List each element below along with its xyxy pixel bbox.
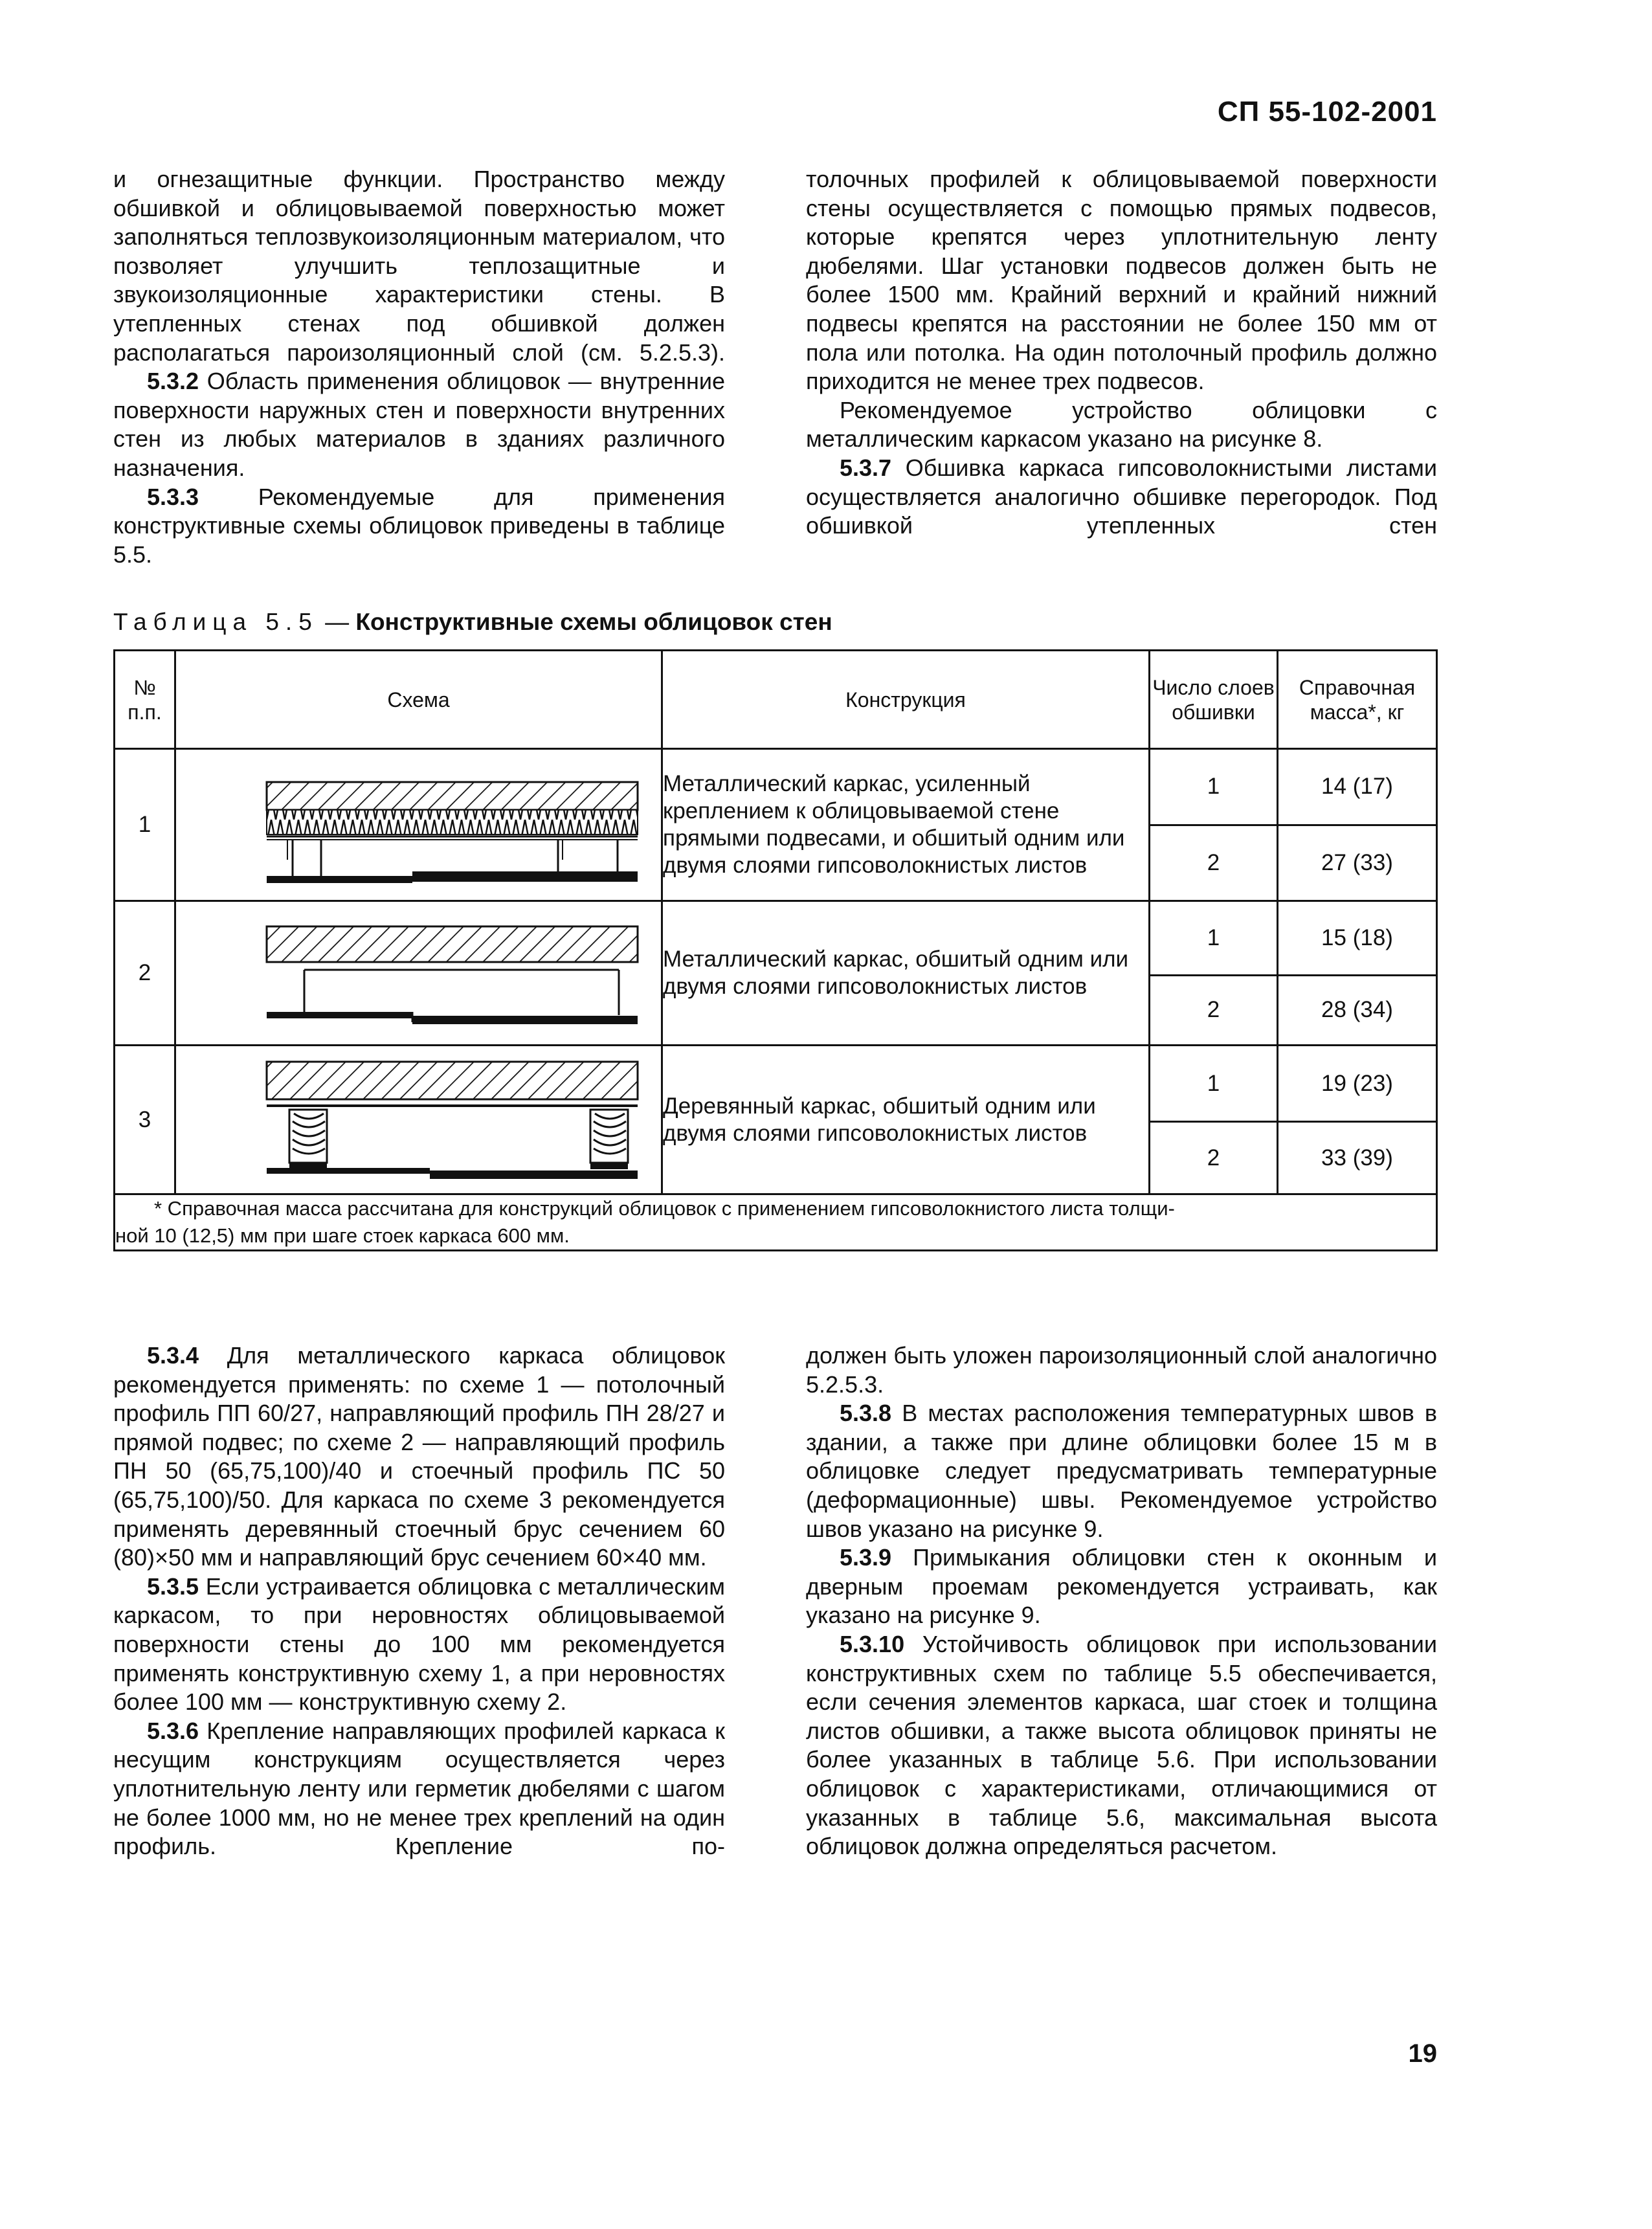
layers-count: 1: [1150, 901, 1278, 976]
reference-mass: 27 (33): [1278, 825, 1437, 901]
clause-5-3-8: 5.3.8 В местах расположения температурных швов в здании, а также при длине облицовки более 15 м в облицовке следует предусматривать температурные (деформационные) швы. Рекомендуемое устройство швов указано на рисунке 9.: [806, 1400, 1437, 1542]
document-code: СП 55-102-2001: [1217, 96, 1437, 128]
construction-description: Металлический каркас, обшитый одним или двумя слоями гипсоволокнистых листов: [662, 901, 1150, 1046]
page-number: 19: [1408, 2039, 1437, 2068]
text-column-top-right: [806, 165, 1437, 541]
reference-mass: 33 (39): [1278, 1122, 1437, 1194]
table-row: [115, 749, 1437, 825]
cladding-schemes-table: [113, 649, 1438, 1251]
reference-mass: 19 (23): [1278, 1046, 1437, 1122]
clause-5-3-7: 5.3.7 Обшивка каркаса гипсоволокнистыми листами осуществляется аналогично обшивке перегородок. Под обшивкой утепленных стен: [806, 454, 1437, 539]
reference-mass: 28 (34): [1278, 975, 1437, 1045]
scheme-3-drawing: [175, 1046, 662, 1194]
scheme-2-drawing: [175, 901, 662, 1046]
row-number: 2: [115, 901, 175, 1046]
scheme-3-diagram: [176, 1047, 663, 1193]
table-row: [115, 1046, 1437, 1122]
construction-description: Деревянный каркас, обшитый одним или двумя слоями гипсоволокнистых листов: [662, 1046, 1150, 1194]
row-number: 3: [115, 1046, 175, 1194]
paragraph: должен быть уложен пароизоляционный слой аналогично 5.2.5.3.: [806, 1342, 1437, 1398]
header-mass: Справочная масса*, кг: [1278, 651, 1437, 749]
clause-5-3-3: 5.3.3 Рекомендуемые для применения конструктивные схемы облицовок приведены в таблице 5.5.: [113, 483, 725, 568]
header-construction: Конструкция: [662, 651, 1150, 749]
clause-5-3-4: 5.3.4 Для металлического каркаса облицовок рекомендуется применять: по схеме 1 — потолочный профиль ПП 60/27, направляющий профиль ПН 28/27 и прямой подвес; по схеме 2 — направляющий профиль ПН 50 (65,75,100)/40 и стоечный профиль ПС 50 (65,75,100)/50. Для каркаса по схеме 3 рекомендуется применять деревянный стоечный брус сечением 60 (80)×50 мм и направляющий брус сечением 60×40 мм.: [113, 1342, 725, 1571]
text-column-bottom-left: [113, 1341, 725, 1861]
construction-description: Металлический каркас, усиленный креплением к облицовываемой стене прямыми подвесами, и обшитый одним или двумя слоями гипсоволокнистых листов: [662, 749, 1150, 901]
clause-5-3-9: 5.3.9 Примыкания облицовки стен к оконным и дверным проемам рекомендуется устраивать, как указано на рисунке 9.: [806, 1544, 1437, 1629]
header-layers: Число слоев обшивки: [1150, 651, 1278, 749]
timber-stud-left: [289, 1110, 327, 1169]
layers-count: 2: [1150, 825, 1278, 901]
table-row: [115, 901, 1437, 976]
table-footnote: * Справочная масса рассчитана для конструкций облицовок с применением гипсоволокнистого листа толщи- ной 10 (12,5) мм при шаге стоек каркаса 600 мм.: [115, 1194, 1437, 1251]
clause-5-3-10: 5.3.10 Устойчивость облицовок при использовании конструктивных схем по таблице 5.5 обеспечивается, если сечения элементов каркаса, шаг стоек и толщина листов обшивки, а также высота облицовок приняты не более указанных в таблице 5.6. При использовании облицовок с характеристиками, отличающимися от указанных в таблице 5.6, максимальная высота облицовок должна определяться расчетом.: [806, 1630, 1437, 1860]
text-column-bottom-right: [806, 1341, 1437, 1861]
table-header-row: [115, 651, 1437, 749]
scheme-1-diagram: [176, 750, 663, 900]
paragraph: толочных профилей к облицовываемой поверхности стены осуществляется с помощью прямых подвесов, которые крепятся через уплотнительную ленту дюбелями. Шаг установки подвесов должен быть не более 1500 мм. Крайний верхний и крайний нижний подвесы крепятся на расстоянии не более 150 мм от пола или потолка. На один потолочный профиль должно приходится не менее трех подвесов.: [806, 166, 1437, 395]
header-scheme: Схема: [175, 651, 662, 749]
timber-stud-right: [590, 1110, 628, 1169]
table-footnote-row: [115, 1194, 1437, 1251]
table-title: Таблица 5.5 — Конструктивные схемы облицовок стен: [113, 609, 832, 635]
layers-count: 1: [1150, 1046, 1278, 1122]
scheme-2-diagram: [176, 902, 663, 1044]
reference-mass: 14 (17): [1278, 749, 1437, 825]
layers-count: 2: [1150, 975, 1278, 1045]
clause-5-3-5: 5.3.5 Если устраивается облицовка с металлическим каркасом, то при неровностях облицовываемой поверхности стены до 100 мм рекомендуется применять конструктивную схему 1, а при неровностях более 100 мм — конструктивную схему 2.: [113, 1573, 725, 1716]
clause-5-3-2: 5.3.2 Область применения облицовок — внутренние поверхности наружных стен и поверхности внутренних стен из любых материалов в зданиях различного назначения.: [113, 368, 725, 481]
paragraph: и огнезащитные функции. Пространство между обшивкой и облицовываемой поверхностью может заполняться теплозвукоизоляционным материалом, что позволяет улучшить теплозащитные и звукоизоляционные характеристики стены. В утепленных стенах под обшивкой должен располагаться пароизоляционный слой (см. 5.2.5.3).: [113, 166, 725, 366]
scheme-1-drawing: [175, 749, 662, 901]
reference-mass: 15 (18): [1278, 901, 1437, 976]
header-number: № п.п.: [115, 651, 175, 749]
layers-count: 1: [1150, 749, 1278, 825]
paragraph: Рекомендуемое устройство облицовки с металлическим каркасом указано на рисунке 8.: [806, 396, 1437, 453]
clause-5-3-6: 5.3.6 Крепление направляющих профилей каркаса к несущим конструкциям осуществляется через уплотнительную ленту или герметик дюбелями с шагом не более 1000 мм, но не менее трех креплений на один профиль. Крепление по-: [113, 1717, 725, 1860]
row-number: 1: [115, 749, 175, 901]
layers-count: 2: [1150, 1122, 1278, 1194]
text-column-top-left: [113, 165, 725, 569]
